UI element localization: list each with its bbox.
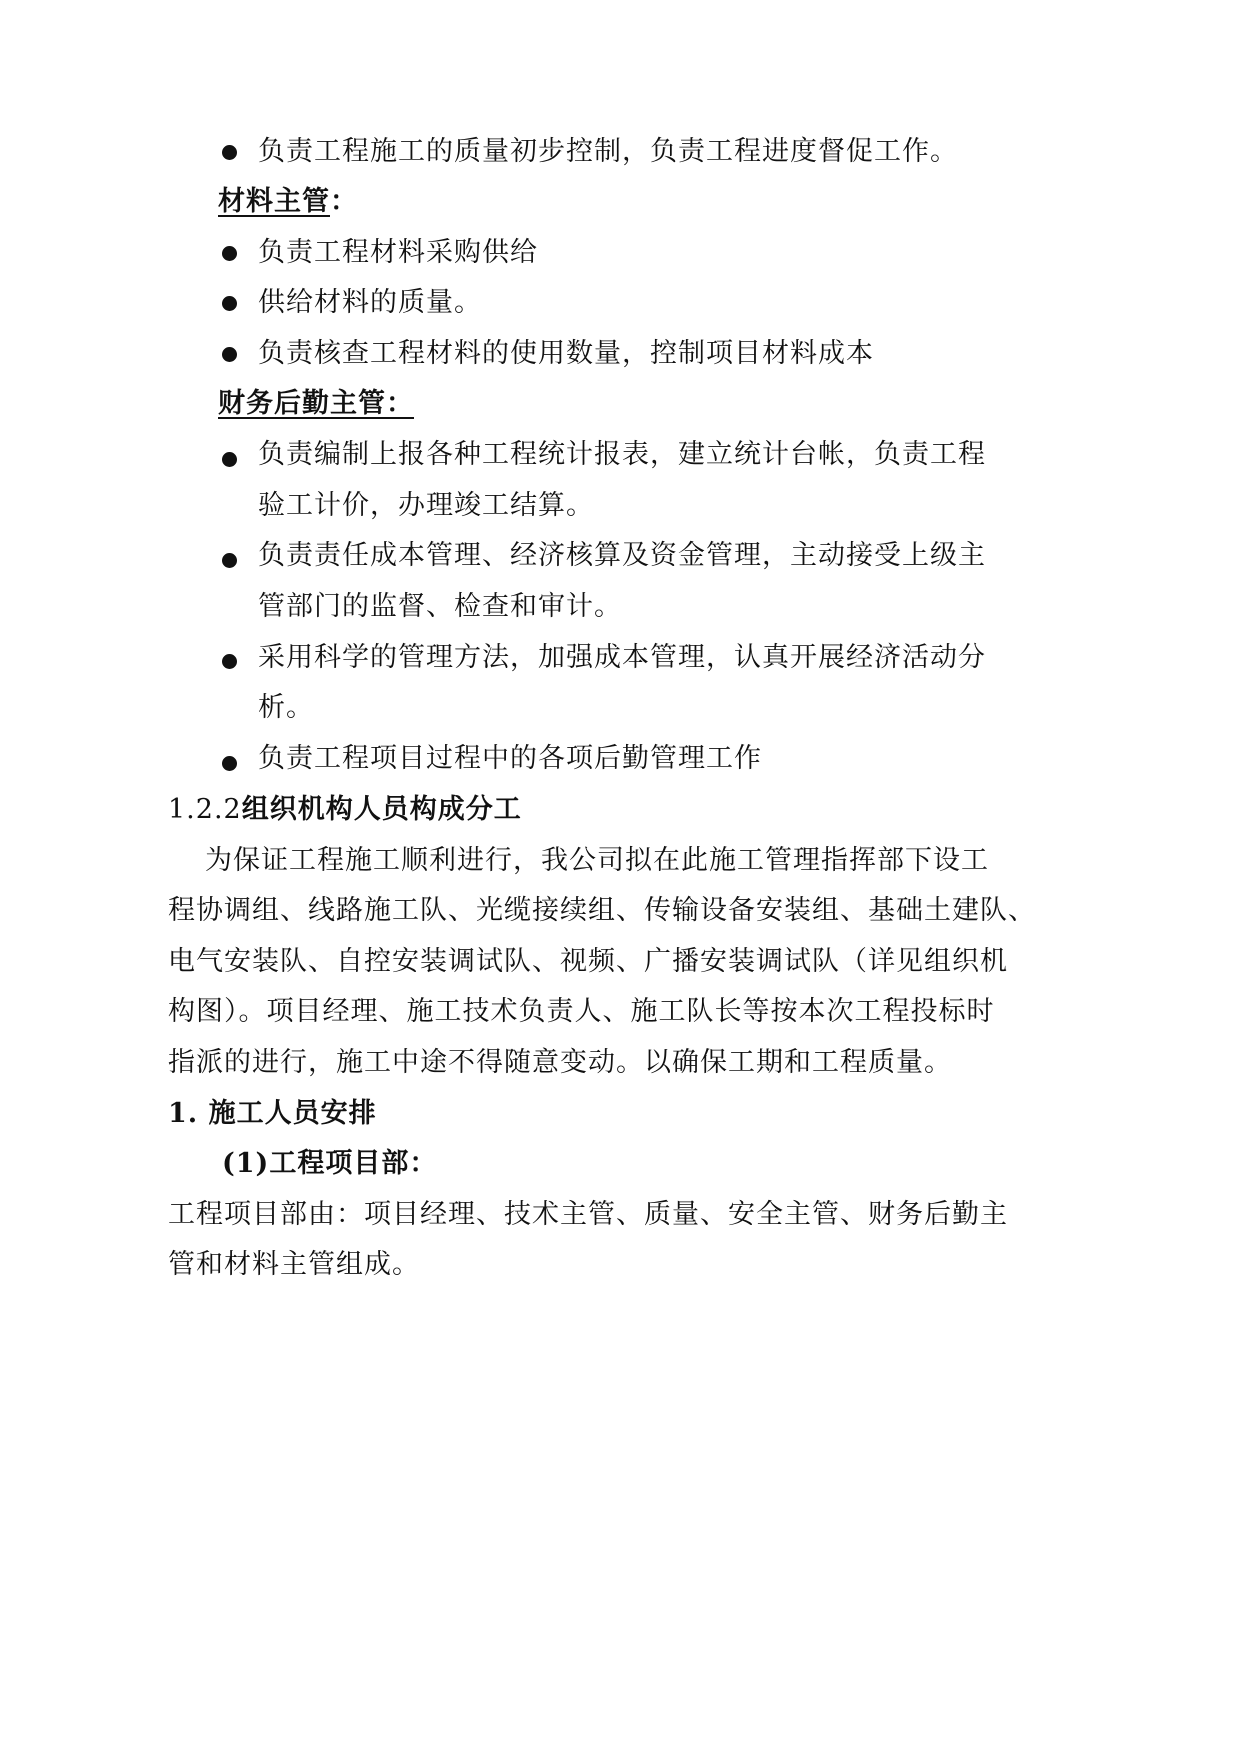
paragraph-line: 管和材料主管组成。 bbox=[168, 1249, 420, 1280]
bullet-text: 负责核查工程材料的使用数量，控制项目材料成本 bbox=[258, 338, 874, 369]
bullet-text: 负责工程项目过程中的各项后勤管理工作 bbox=[258, 743, 762, 774]
bullet-icon bbox=[222, 347, 237, 362]
bullet-icon bbox=[222, 654, 237, 669]
bullet-icon bbox=[222, 296, 237, 311]
material-supervisor-colon: ： bbox=[330, 186, 358, 217]
paragraph-line: 指派的进行，施工中途不得随意变动。以确保工期和工程质量。 bbox=[168, 1047, 952, 1078]
bullet-icon bbox=[222, 246, 237, 261]
bullet-text: 负责工程施工的质量初步控制，负责工程进度督促工作。 bbox=[258, 136, 958, 167]
bullet-text: 负责责任成本管理、经济核算及资金管理，主动接受上级主 bbox=[258, 540, 986, 571]
bullet-icon bbox=[222, 145, 237, 160]
section-heading-1: 1. 施工人员安排 bbox=[168, 1098, 377, 1129]
paragraph-line: 工程项目部由：项目经理、技术主管、质量、安全主管、财务后勤主 bbox=[168, 1199, 1008, 1230]
paragraph-line: 构图）。项目经理、施工技术负责人、施工队长等按本次工程投标时 bbox=[168, 996, 995, 1027]
section-number: 1.2.2 bbox=[168, 794, 242, 825]
material-supervisor-heading bbox=[218, 184, 358, 220]
bullet-text: 采用科学的管理方法，加强成本管理，认真开展经济活动分 bbox=[258, 642, 986, 673]
paragraph-line: 电气安装队、自控安装调试队、视频、广播安装调试队（详见组织机 bbox=[168, 946, 1008, 977]
bullet-text: 负责工程材料采购供给 bbox=[258, 237, 538, 268]
section-heading-1-2-2 bbox=[168, 792, 522, 828]
material-supervisor-title: 材料主管 bbox=[218, 186, 330, 217]
bullet-icon bbox=[222, 452, 237, 467]
sub-heading: (1)工程项目部： bbox=[222, 1148, 438, 1179]
bullet-text: 负责编制上报各种工程统计报表，建立统计台帐，负责工程 bbox=[258, 439, 986, 470]
bullet-text-continuation: 析。 bbox=[258, 692, 314, 723]
bullet-icon bbox=[222, 756, 237, 771]
bullet-text-continuation: 管部门的监督、检查和审计。 bbox=[258, 591, 622, 622]
section-title: 组织机构人员构成分工 bbox=[241, 794, 522, 825]
bullet-icon bbox=[222, 553, 237, 568]
bullet-text: 供给材料的质量。 bbox=[258, 287, 482, 318]
paragraph-line: 为保证工程施工顺利进行，我公司拟在此施工管理指挥部下设工 bbox=[205, 845, 989, 876]
finance-supervisor-heading: 财务后勤主管： bbox=[218, 388, 414, 419]
paragraph-line: 程协调组、线路施工队、光缆接续组、传输设备安装组、基础土建队、 bbox=[168, 895, 1036, 926]
bullet-text-continuation: 验工计价，办理竣工结算。 bbox=[258, 490, 594, 521]
